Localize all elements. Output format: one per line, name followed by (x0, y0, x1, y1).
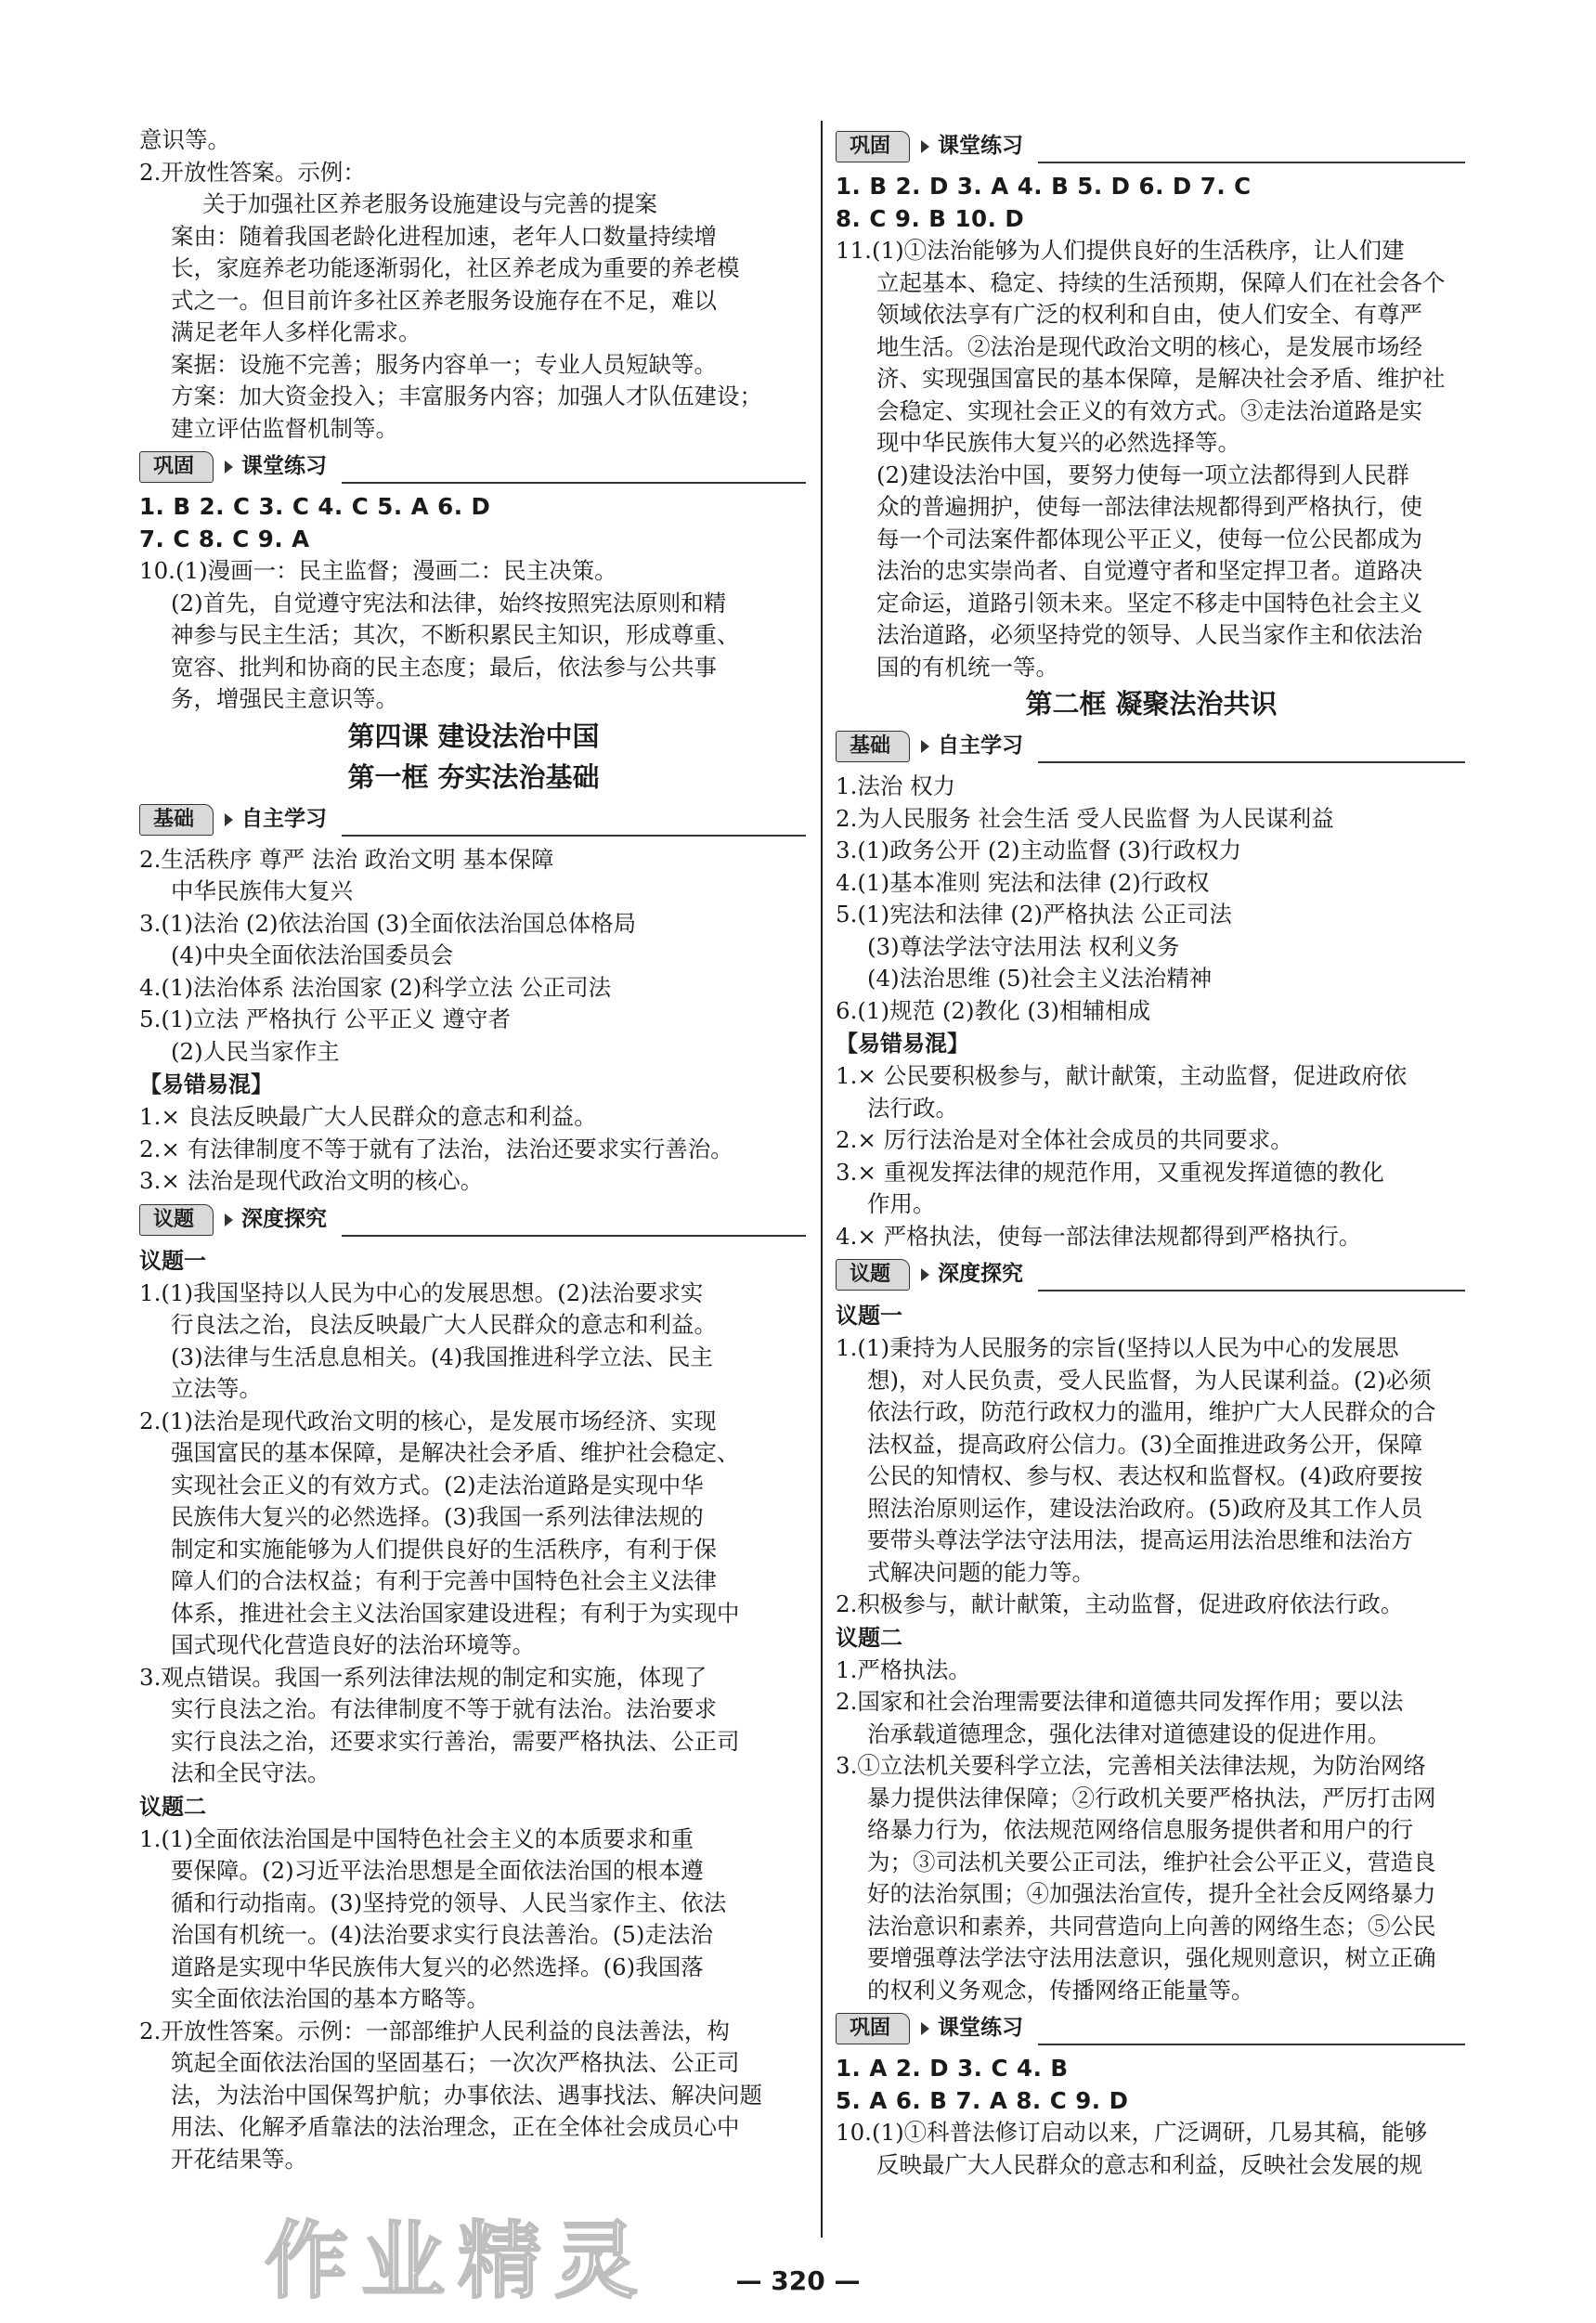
text-line: 实行良法之治，还要求实行善治，需要严格执法、公正司 (171, 1727, 740, 1755)
text-line: 2.× 厉行法治是对全体社会成员的共同要求。 (836, 1126, 1293, 1153)
section-tab: 基础 (836, 731, 910, 762)
section-title: 深度探究 (938, 1262, 1023, 1286)
section-tab: 巩固 (836, 131, 910, 162)
text-line: 会稳定、实现社会正义的有效方式。③走法治道路是实 (876, 396, 1422, 424)
text-line: 实行良法之治。有法律制度不等于就有法治。法治要求 (171, 1695, 717, 1722)
section-rule (342, 482, 806, 484)
text-line: 意识等。 (139, 126, 230, 153)
answer-row: 5. A 6. B 7. A 8. C 9. D (836, 2086, 1129, 2114)
triangle-arrow-icon (921, 1268, 929, 1281)
text-line: 2.国家和社会治理需要法律和道德共同发挥作用；要以法 (836, 1688, 1404, 1715)
intro-block (139, 124, 808, 445)
mistakes-label: 【易错易混】 (139, 1071, 273, 1097)
section-tab: 巩固 (836, 2013, 910, 2044)
text-line: 2.开放性答案。示例： (139, 158, 366, 186)
page-number: — 320 — (735, 2265, 861, 2296)
text-line: 要保障。(2)习近平法治思想是全面依法治国的根本遵 (171, 1857, 704, 1884)
text-line: 立起基本、稳定、持续的生活预期，保障人们在社会各个 (876, 268, 1446, 296)
text-line: 10.(1)漫画一：民主监督；漫画二：民主决策。 (139, 557, 617, 584)
text-line: 筑起全面依法治国的坚固基石；一次次严格执法、公正司 (171, 2049, 740, 2076)
section-rule (342, 835, 806, 837)
text-line: 法，为法治中国保驾护航；办事依法、遇事找法、解决问题 (171, 2081, 762, 2109)
lesson-title: 第四课 建设法治中国 (347, 720, 600, 752)
watermark: 作业精灵 (265, 2213, 651, 2310)
answer-row: 1. B 2. D 3. A 4. B 5. D 6. D 7. C (836, 173, 1252, 200)
frame-title: 第一框 夯实法治基础 (347, 760, 600, 793)
topic-label: 议题二 (139, 1793, 206, 1820)
text-line: 依法行政，防范行政权力的滥用，维护广大人民群众的合 (867, 1398, 1436, 1425)
section-title: 课堂练习 (938, 2016, 1023, 2040)
text-line: 案据：设施不完善；服务内容单一；专业人员短缺等。 (171, 350, 717, 378)
answer-row: 7. C 8. C 9. A (139, 525, 310, 552)
section-title: 课堂练习 (938, 134, 1023, 158)
text-line: 实现社会正义的有效方式。(2)走法治道路是实现中华 (171, 1471, 704, 1499)
text-line: 法和全民守法。 (171, 1759, 331, 1786)
text-line: 法权益，提高政府公信力。(3)全面推进政务公开，保障 (867, 1430, 1423, 1458)
text-line: 行良法之治，良法反映最广大人民群众的意志和利益。 (171, 1311, 717, 1338)
text-line: 制定和实施能够为人们提供良好的生活秩序，有利于保 (171, 1535, 717, 1563)
text-line: 照法治原则运作，建设法治政府。(5)政府及其工作人员 (867, 1494, 1423, 1522)
answer-row: 1. B 2. C 3. C 4. C 5. A 6. D (139, 493, 491, 520)
text-line: 每一个司法案件都体现公平正义，使每一位公民都成为 (876, 525, 1422, 552)
section-header-basic (139, 801, 808, 838)
text-line: 式解决问题的能力等。 (867, 1558, 1095, 1586)
text-line: 国式现代化营造良好的法治环境等。 (171, 1631, 535, 1658)
text-line: 10.(1)①科普法修订启动以来，广泛调研，几易其稿，能够 (836, 2119, 1428, 2146)
answer-row: 1. A 2. D 3. C 4. B (836, 2055, 1069, 2082)
text-line: (2)建设法治中国，要努力使每一项立法都得到人民群 (876, 461, 1409, 488)
proposal-title: 关于加强社区养老服务设施建设与完善的提案 (202, 190, 657, 217)
text-line: 地生活。②法治是现代政治文明的核心，是发展市场经 (876, 332, 1422, 360)
text-line: 1.(1)全面依法治国是中国特色社会主义的本质要求和重 (139, 1824, 694, 1852)
section-title: 课堂练习 (241, 454, 327, 478)
topic-label: 议题二 (836, 1624, 902, 1651)
text-line: 为；③司法机关要公正司法，维护社会公平正义，营造良 (867, 1848, 1436, 1875)
section-header-practice (836, 128, 1467, 165)
text-line: 领域依法享有广泛的权利和自由，使人们安全、有尊严 (876, 301, 1422, 328)
text-line: 强国富民的基本保障，是解决社会矛盾、维护社会稳定、 (171, 1439, 740, 1466)
text-line: 暴力提供法律保障；②行政机关要严格执法，严厉打击网 (867, 1784, 1436, 1811)
text-line: 2.为人民服务 社会生活 受人民监督 为人民谋利益 (836, 804, 1334, 832)
text-line: 障人们的合法权益；有利于完善中国特色社会主义法律 (171, 1567, 717, 1594)
text-line: 道路是实现中华民族伟大复兴的必然选择。(6)我国落 (171, 1953, 704, 1980)
mistakes-label: 【易错易混】 (836, 1031, 969, 1057)
text-line: 循和行动指南。(3)坚持党的领导、人民当家作主、依法 (171, 1888, 727, 1916)
text-line: 定命运，道路引领未来。坚定不移走中国特色社会主义 (876, 589, 1422, 616)
section-rule (1038, 2044, 1465, 2045)
text-line: 6.(1)规范 (2)教化 (3)相辅相成 (836, 996, 1151, 1024)
text-line: 体系，推进社会主义法治国家建设进程；有利于为实现中 (171, 1599, 740, 1627)
text-line: (4)法治思维 (5)社会主义法治精神 (867, 965, 1213, 992)
text-line: 作用。 (867, 1190, 936, 1217)
text-line: 3.× 重视发挥法律的规范作用，又重视发挥道德的教化 (836, 1158, 1384, 1186)
text-line: 11.(1)①法治能够为人们提供良好的生活秩序，让人们建 (836, 237, 1405, 264)
triangle-arrow-icon (921, 140, 929, 153)
text-line: 4.(1)基本准则 宪法和法律 (2)行政权 (836, 868, 1210, 896)
text-line: 法治道路，必须坚持党的领导、人民当家作主和依法治 (876, 621, 1422, 648)
section-header-practice (139, 448, 808, 486)
section-tab: 基础 (139, 804, 214, 836)
text-line: (3)法律与生活息息相关。(4)我国推进科学立法、民主 (171, 1343, 713, 1370)
text-line: 济、实现强国富民的基本保障，是解决社会矛盾、维护社 (876, 365, 1446, 392)
section-rule (342, 1235, 806, 1237)
frame-title: 第二框 凝聚法治共识 (1025, 688, 1278, 720)
text-line: 长，家庭养老功能逐渐弱化，社区养老成为重要的养老模 (171, 254, 740, 281)
answer-row: 8. C 9. B 10. D (836, 204, 1025, 232)
text-line: 建立评估监督机制等。 (171, 414, 398, 442)
text-line: 1.(1)秉持为人民服务的宗旨(坚持以人民为中心的发展思 (836, 1334, 1399, 1361)
text-line: 3.× 法治是现代政治文明的核心。 (139, 1167, 484, 1194)
section-header-basic (836, 728, 1467, 765)
text-line: 1.严格执法。 (836, 1655, 971, 1683)
text-line: 3.(1)法治 (2)依法治国 (3)全面依法治国总体格局 (139, 909, 637, 937)
section-title: 自主学习 (938, 733, 1023, 758)
text-line: 络暴力行为，依法规范网络信息服务提供者和用户的行 (867, 1816, 1413, 1843)
text-line: 治承载道德理念，强化法律对道德建设的促进作用。 (867, 1720, 1391, 1747)
text-line: 想)，对人民负责，受人民监督，为人民谋利益。(2)必须 (867, 1366, 1432, 1394)
topic-label: 议题一 (139, 1247, 206, 1274)
text-line: 方案：加大资金投入；丰富服务内容；加强人才队伍建设； (171, 383, 762, 409)
text-line: 1.(1)我国坚持以人民为中心的发展思想。(2)法治要求实 (139, 1278, 704, 1306)
triangle-arrow-icon (225, 1213, 233, 1226)
section-title: 深度探究 (241, 1206, 327, 1231)
triangle-arrow-icon (225, 461, 233, 474)
text-line: 5.(1)立法 严格执行 公平正义 遵守者 (139, 1006, 511, 1032)
text-line: 1.× 公民要积极参与，献计献策，主动监督，促进政府依 (836, 1062, 1408, 1089)
text-line: 好的法治氛围；④加强法治宣传，提升全社会反网络暴力 (867, 1880, 1436, 1907)
text-line: 宽容、批判和协商的民主态度；最后，依法参与公共事 (171, 653, 717, 681)
text-line: 法行政。 (867, 1094, 958, 1122)
text-line: 要增强尊法学法守法用法意识，强化规则意识，树立正确 (867, 1944, 1436, 1971)
text-line: 的权利义务观念，传播网络正能量等。 (867, 1976, 1254, 2004)
text-line: 式之一。但目前许多社区养老服务设施存在不足，难以 (171, 286, 717, 314)
text-line: 2.生活秩序 尊严 法治 政治文明 基本保障 (139, 845, 554, 873)
triangle-arrow-icon (921, 740, 929, 753)
section-header-deep (139, 1201, 808, 1239)
text-line: 5.(1)宪法和法律 (2)严格执法 公正司法 (836, 901, 1232, 928)
text-line: 现中华民族伟大复兴的必然选择等。 (876, 429, 1240, 456)
text-line: 2.(1)法治是现代政治文明的核心，是发展市场经济、实现 (139, 1407, 717, 1434)
text-line: 3.观点错误。我国一系列法律法规的制定和实施，体现了 (139, 1663, 707, 1691)
section-tab: 巩固 (139, 451, 214, 483)
text-line: 1.× 良法反映最广大人民群众的意志和利益。 (139, 1103, 597, 1130)
topic-label: 议题一 (836, 1303, 902, 1329)
text-line: 实全面依法治国的基本方略等。 (171, 1985, 489, 2012)
right-column (836, 124, 1467, 2181)
section-tab: 议题 (139, 1204, 214, 1236)
text-line: 反映最广大人民群众的意志和利益，反映社会发展的规 (876, 2150, 1422, 2178)
text-line: 公民的知情权、参与权、表达权和监督权。(4)政府要按 (867, 1462, 1423, 1489)
text-line: 用法、化解矛盾靠法的法治理念，正在全体社会成员心中 (171, 2113, 740, 2140)
section-title: 自主学习 (241, 806, 327, 831)
text-line: (3)尊法学法守法用法 权利义务 (867, 932, 1180, 960)
text-line: 3.(1)政务公开 (2)主动监督 (3)行政权力 (836, 837, 1242, 863)
text-line: 国的有机统一等。 (876, 653, 1058, 681)
text-line: 1.法治 权力 (836, 772, 956, 799)
text-line: 2.开放性答案。示例：一部部维护人民利益的良法善法，构 (139, 2017, 730, 2044)
text-line: 3.①立法机关要科学立法，完善相关法律法规，为防治网络 (836, 1752, 1426, 1779)
section-rule (1038, 1290, 1465, 1291)
text-line: 神参与民主生活；其次，不断积累民主知识，形成尊重、 (171, 621, 740, 648)
section-rule (1038, 761, 1465, 763)
text-line: 众的普遍拥护，使每一部法律法规都得到严格执行，使 (876, 493, 1422, 520)
triangle-arrow-icon (225, 813, 233, 826)
text-line: 2.× 有法律制度不等于就有了法治，法治还要求实行善治。 (139, 1135, 733, 1162)
text-line: (2)人民当家作主 (171, 1037, 340, 1065)
section-rule (1038, 162, 1465, 163)
text-line: 立法等。 (171, 1375, 262, 1402)
section-header-deep (836, 1256, 1467, 1293)
text-line: 2.积极参与，献计献策，主动监督，促进政府依法行政。 (836, 1590, 1404, 1617)
text-line: 务，增强民主意识等。 (171, 685, 398, 712)
section-header-practice-2 (836, 2010, 1467, 2047)
left-column (139, 124, 808, 2175)
text-line: (2)首先，自觉遵守宪法和法律，始终按照宪法原则和精 (171, 589, 727, 616)
text-line: 案由：随着我国老龄化进程加速，老年人口数量持续增 (171, 222, 717, 250)
text-line: (4)中央全面依法治国委员会 (171, 941, 454, 968)
text-line: 开花结果等。 (171, 2145, 307, 2173)
triangle-arrow-icon (921, 2022, 929, 2035)
text-line: 治国有机统一。(4)法治要求实行良法善治。(5)走法治 (171, 1921, 713, 1948)
text-line: 中华民族伟大复兴 (171, 877, 353, 904)
text-line: 4.(1)法治体系 法治国家 (2)科学立法 公正司法 (139, 973, 612, 1001)
text-line: 法治意识和素养，共同营造向上向善的网络生态；⑤公民 (867, 1912, 1436, 1940)
section-tab: 议题 (836, 1259, 910, 1291)
text-line: 民族伟大复兴的必然选择。(3)我国一系列法律法规的 (171, 1503, 704, 1530)
text-line: 4.× 严格执法，使每一部法律法规都得到严格执行。 (836, 1222, 1362, 1250)
text-line: 满足老年人多样化需求。 (171, 318, 422, 345)
column-divider (821, 121, 823, 2238)
text-line: 要带头尊法学法守法用法，提高运用法治思维和法治方 (867, 1526, 1413, 1553)
text-line: 法治的忠实崇尚者、自觉遵守者和坚定捍卫者。道路决 (876, 557, 1422, 584)
